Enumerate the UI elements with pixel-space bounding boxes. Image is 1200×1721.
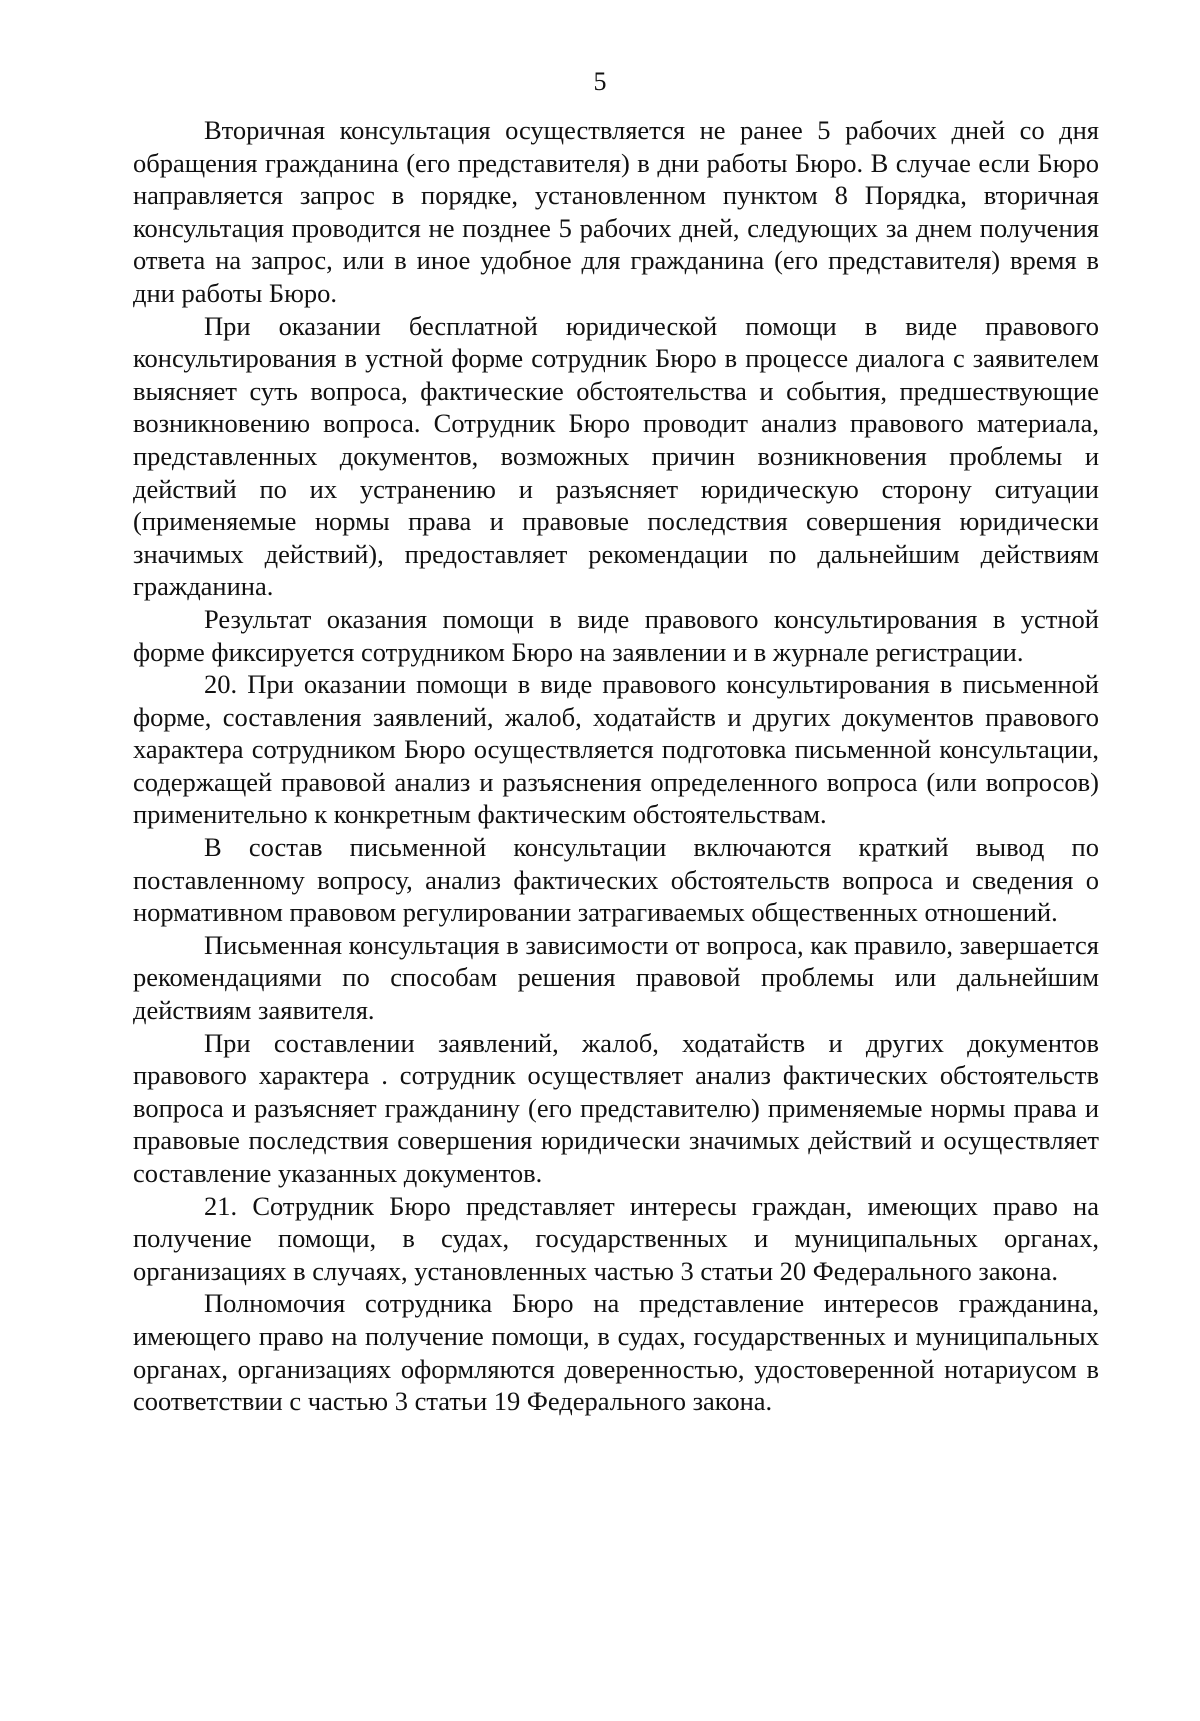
paragraph-document-drafting: При составлении заявлений, жалоб, ходатайств и других документов правового характера . сотрудник осуществляет анализ фактических обстоятельств вопроса и разъясняет гражданину (его представителю) применяемые нормы права и правовые последствия совершения юридически значимых действий и осуществляет составление указанных документов. xyxy=(133,1027,1099,1188)
paragraph-oral-result: Результат оказания помощи в виде правового консультирования в устной форме фиксируется сотрудником Бюро на заявлении и в журнале регистрации. xyxy=(133,603,1099,667)
paragraph-power-of-attorney: Полномочия сотрудника Бюро на представление интересов гражданина, имеющего право на получение помощи, в судах, государственных и муниципальных органах, организациях оформляются доверенностью, удостоверенной нотариусом в соответствии с частью 3 статьи 19 Федерального закона. xyxy=(133,1288,1099,1417)
paragraph-secondary-consultation: Вторичная консультация осуществляется не ранее 5 рабочих дней со дня обращения гражданина (его представителя) в дни работы Бюро. В случае если Бюро направляется запрос в порядке, установленном пунктом 8 Порядка, вторичная консультация проводится не позднее 5 рабочих дней, следующих за днем получения ответа на запрос, или в иное удобное для гражданина (его представителя) время в дни работы Бюро. xyxy=(133,115,1099,308)
paragraph-item-20: 20. При оказании помощи в виде правового консультирования в письменной форме, составления заявлений, жалоб, ходатайств и других документов правового характера сотрудником Бюро осуществляется подготовка письменной консультации, содержащей правовой анализ и разъяснения определенного вопроса (или вопросов) применительно к конкретным фактическим обстоятельствам. xyxy=(133,669,1099,830)
paragraph-item-21: 21. Сотрудник Бюро представляет интересы граждан, имеющих право на получение помощи, в судах, государственных и муниципальных органах, организациях в случаях, установленных частью 3 статьи 20 Федерального закона. xyxy=(133,1190,1099,1286)
page-number: 5 xyxy=(593,67,607,96)
paragraph-oral-consultation: При оказании бесплатной юридической помощи в виде правового консультирования в устной форме сотрудник Бюро в процессе диалога с заявителем выясняет суть вопроса, фактические обстоятельства и события, предшествующие возникновению вопроса. Сотрудник Бюро проводит анализ правового материала, представленных документов, возможных причин возникновения проблемы и действий по их устранению и разъясняет юридическую сторону ситуации (применяемые нормы права и правовые последствия совершения юридически значимых действий), предоставляет рекомендации по дальнейшим действиям гражданина. xyxy=(133,310,1099,602)
document-body xyxy=(133,114,1099,1418)
paragraph-written-consultation-recommendations: Письменная консультация в зависимости от вопроса, как правило, завершается рекомендациями по способам решения правовой проблемы или дальнейшим действиям заявителя. xyxy=(133,929,1099,1026)
paragraph-written-consultation-content: В состав письменной консультации включаются краткий вывод по поставленному вопросу, анализ фактических обстоятельств вопроса и сведения о нормативном правовом регулировании затрагиваемых общественных отношений. xyxy=(133,832,1099,928)
